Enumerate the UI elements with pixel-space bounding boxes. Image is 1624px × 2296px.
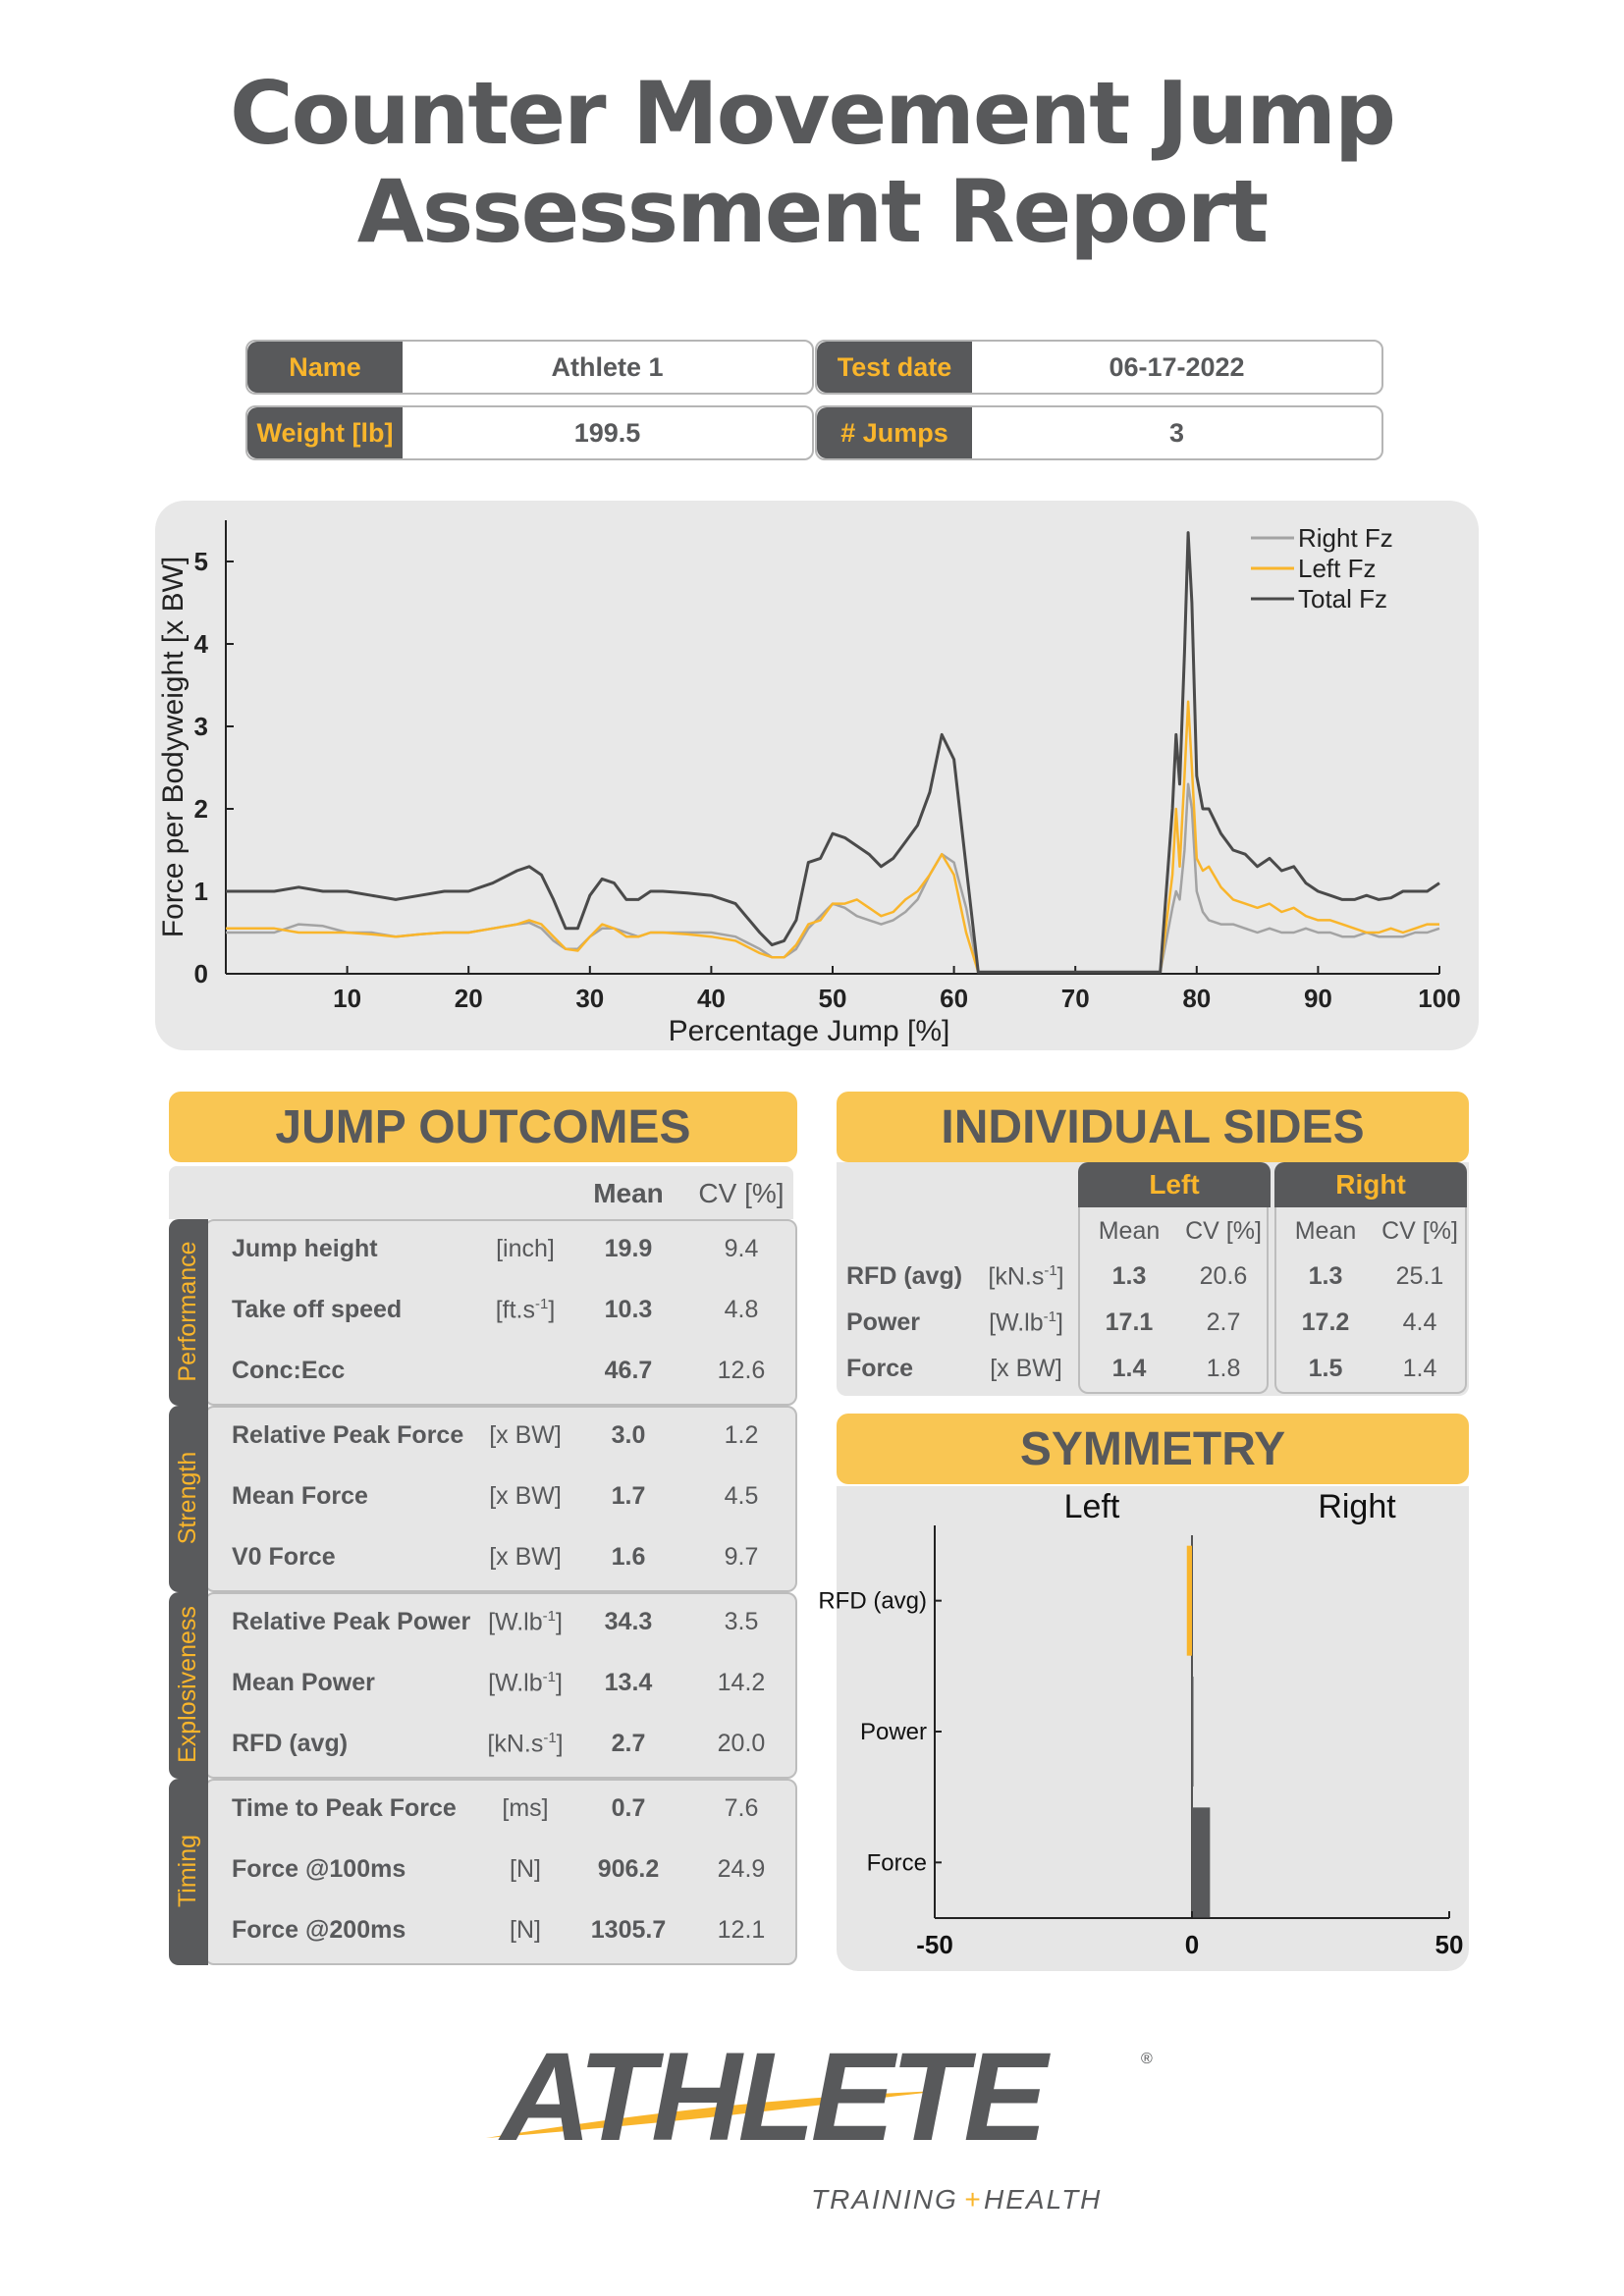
sym-category-label: Power: [859, 1719, 927, 1745]
metric-unit: [N]: [510, 1855, 541, 1883]
right-cv-value: 25.1: [1395, 1262, 1444, 1290]
metric-label: RFD (avg): [232, 1730, 349, 1757]
metric-label: Relative Peak Force: [232, 1421, 464, 1449]
group-label-1: Strength: [174, 1451, 201, 1545]
metric-mean: 3.0: [611, 1421, 646, 1449]
right-mean-value: 1.3: [1308, 1262, 1343, 1290]
logo-tagline-health: HEALTH: [984, 2184, 1103, 2215]
metric-label: V0 Force: [232, 1543, 336, 1571]
report-title-line-1: Counter Movement Jump: [229, 63, 1394, 164]
symmetry-left-header: Left: [1063, 1488, 1120, 1525]
metric-label: Mean Force: [232, 1482, 368, 1510]
symmetry-right-header: Right: [1318, 1488, 1396, 1525]
series-line-right-fz: [226, 784, 1439, 973]
right-cv-header: CV [%]: [1381, 1217, 1458, 1245]
x-tick-label: 30: [575, 984, 605, 1013]
weight-label: Weight [lb]: [247, 407, 403, 458]
metric-label: Take off speed: [232, 1296, 403, 1323]
metric-label: Conc:Ecc: [232, 1357, 346, 1384]
x-tick-label: 20: [454, 984, 483, 1013]
metric-unit: $[ft.s^{-1}]$: [495, 1296, 556, 1324]
metric-mean: 1.7: [611, 1482, 646, 1510]
weight-field: [245, 405, 814, 460]
metric-label: Jump height: [232, 1235, 378, 1262]
metric-label: Time to Peak Force: [232, 1794, 457, 1822]
logo-brand-text: ATHLETE: [501, 2027, 1044, 2167]
metric-cv: 7.6: [724, 1794, 759, 1822]
sym-bar-2: [1192, 1807, 1210, 1917]
sym-x-tick-label: 0: [1184, 1930, 1200, 1959]
metric-unit: [inch]: [496, 1235, 555, 1262]
left-mean-value: 1.3: [1111, 1262, 1147, 1290]
left-mean-value: 17.1: [1105, 1308, 1154, 1336]
right-mean-value: 1.5: [1308, 1355, 1343, 1382]
metric-mean: 46.7: [604, 1357, 653, 1384]
metric-mean: 0.7: [611, 1794, 646, 1822]
metric-label: Force @200ms: [232, 1916, 406, 1944]
x-tick-label: 80: [1182, 984, 1212, 1013]
metric-cv: 12.6: [717, 1357, 766, 1384]
weight-value: 199.5: [573, 417, 641, 448]
left-cv-header: CV [%]: [1185, 1217, 1262, 1245]
right-mean-header: Mean: [1294, 1217, 1357, 1245]
legend-label: Right Fz: [1298, 523, 1393, 553]
right-mean-value: 17.2: [1301, 1308, 1350, 1336]
symmetry-title: SYMMETRY: [837, 1414, 1469, 1484]
individual-sides-title: INDIVIDUAL SIDES: [837, 1092, 1469, 1162]
y-axis-title: Force per Bodyweight [x BW]: [157, 556, 189, 938]
metric-cv: 3.5: [724, 1608, 759, 1635]
left-mean-value: 1.4: [1111, 1355, 1147, 1382]
x-axis-title: Percentage Jump [%]: [668, 1015, 950, 1047]
y-tick-label: 2: [193, 794, 208, 824]
name-value: Athlete 1: [551, 351, 664, 382]
metric-unit: $[W.lb^{-1}]$: [488, 1608, 563, 1636]
y-tick-label: 0: [193, 959, 208, 988]
force-curve-chart: [155, 501, 1479, 1050]
x-tick-label: 40: [696, 984, 726, 1013]
metric-cv: 1.2: [724, 1421, 759, 1449]
metric-unit: [N]: [510, 1916, 541, 1944]
metric-cv: 9.7: [724, 1543, 759, 1571]
metric-mean: 1.6: [611, 1543, 646, 1571]
sym-bar-1: [1192, 1677, 1194, 1787]
right-side-header: Right: [1274, 1162, 1467, 1207]
logo-tagline-training: TRAINING: [811, 2184, 958, 2215]
left-side-header: Left: [1078, 1162, 1271, 1207]
legend-label: Left Fz: [1298, 554, 1377, 583]
right-cv-value: 4.4: [1402, 1308, 1437, 1336]
group-label-0: Performance: [174, 1241, 201, 1382]
athlete-logo: [481, 2027, 1168, 2238]
test-date-value: 06-17-2022: [1109, 351, 1245, 382]
sym-x-tick-label: -50: [916, 1930, 953, 1959]
side-metric-label: RFD (avg): [846, 1262, 963, 1290]
metric-mean: 19.9: [604, 1235, 653, 1262]
force-chart-panel: [155, 501, 1479, 1050]
logo-swoosh: [481, 2027, 1168, 2238]
y-tick-label: 4: [193, 629, 208, 659]
test-date-label: Test date: [817, 342, 972, 393]
left-cv-value: 20.6: [1199, 1262, 1248, 1290]
jumps-label: # Jumps: [817, 407, 972, 458]
sym-category-label: Force: [866, 1849, 927, 1877]
metric-unit: [ms]: [502, 1794, 549, 1822]
side-metric-unit: $[W.lb^{-1}]$: [989, 1308, 1063, 1337]
metric-cv: 14.2: [717, 1669, 766, 1696]
x-tick-label: 70: [1060, 984, 1090, 1013]
group-label-2: Explosiveness: [174, 1606, 201, 1763]
side-metric-unit: $[kN.s^{-1}]$: [988, 1262, 1064, 1291]
left-mean-header: Mean: [1098, 1217, 1161, 1245]
metric-mean: 1305.7: [590, 1916, 667, 1944]
side-metric-label: Power: [846, 1308, 921, 1336]
sym-x-tick-label: 50: [1435, 1930, 1464, 1959]
jump-outcomes-cv-header: CV [%]: [698, 1178, 785, 1208]
metric-cv: 4.5: [724, 1482, 759, 1510]
jump-outcomes-mean-header: Mean: [593, 1178, 664, 1208]
test-date-field: [815, 340, 1383, 395]
left-cv-value: 1.8: [1206, 1355, 1241, 1382]
jump-outcomes-title: JUMP OUTCOMES: [169, 1092, 797, 1162]
metric-cv: 24.9: [717, 1855, 766, 1883]
y-tick-label: 5: [193, 547, 208, 576]
metric-cv: 9.4: [724, 1235, 759, 1262]
y-tick-label: 3: [193, 712, 208, 741]
x-tick-label: 100: [1418, 984, 1461, 1013]
x-tick-label: 10: [333, 984, 362, 1013]
name-label: Name: [247, 342, 403, 393]
jumps-field: [815, 405, 1383, 460]
x-tick-label: 60: [940, 984, 969, 1013]
left-cv-value: 2.7: [1206, 1308, 1241, 1336]
metric-unit: [x BW]: [489, 1482, 562, 1510]
x-tick-label: 90: [1303, 984, 1332, 1013]
metric-label: Relative Peak Power: [232, 1608, 471, 1635]
legend-label: Total Fz: [1298, 584, 1388, 614]
jumps-value: 3: [1168, 417, 1185, 448]
metric-unit: $[kN.s^{-1}]$: [487, 1730, 564, 1758]
logo-registered-mark: ®: [1141, 2051, 1153, 2067]
symmetry-chart: [818, 1486, 1469, 1971]
metric-mean: 2.7: [611, 1730, 646, 1757]
metric-mean: 34.3: [604, 1608, 653, 1635]
sym-category-label: RFD (avg): [818, 1587, 927, 1615]
metric-mean: 906.2: [597, 1855, 660, 1883]
metric-unit: [x BW]: [489, 1421, 562, 1449]
sym-bar-0: [1187, 1546, 1192, 1656]
x-tick-label: 50: [818, 984, 847, 1013]
symmetry-panel: [818, 1486, 1469, 1971]
metric-cv: 4.8: [724, 1296, 759, 1323]
side-metric-unit: [x BW]: [990, 1355, 1062, 1382]
metric-mean: 10.3: [604, 1296, 653, 1323]
logo-tagline-plus: +: [964, 2184, 981, 2215]
metric-label: Force @100ms: [232, 1855, 406, 1883]
name-field: [245, 340, 814, 395]
metric-mean: 13.4: [604, 1669, 653, 1696]
metric-cv: 20.0: [717, 1730, 766, 1757]
metric-unit: [x BW]: [489, 1543, 562, 1571]
metric-cv: 12.1: [717, 1916, 766, 1944]
report-title-line-2: Assessment Report: [356, 161, 1268, 262]
side-metric-label: Force: [846, 1355, 914, 1382]
group-label-3: Timing: [174, 1834, 201, 1908]
y-tick-label: 1: [193, 877, 208, 906]
right-cv-value: 1.4: [1402, 1355, 1437, 1382]
metric-label: Mean Power: [232, 1669, 375, 1696]
metric-unit: $[W.lb^{-1}]$: [488, 1669, 563, 1697]
